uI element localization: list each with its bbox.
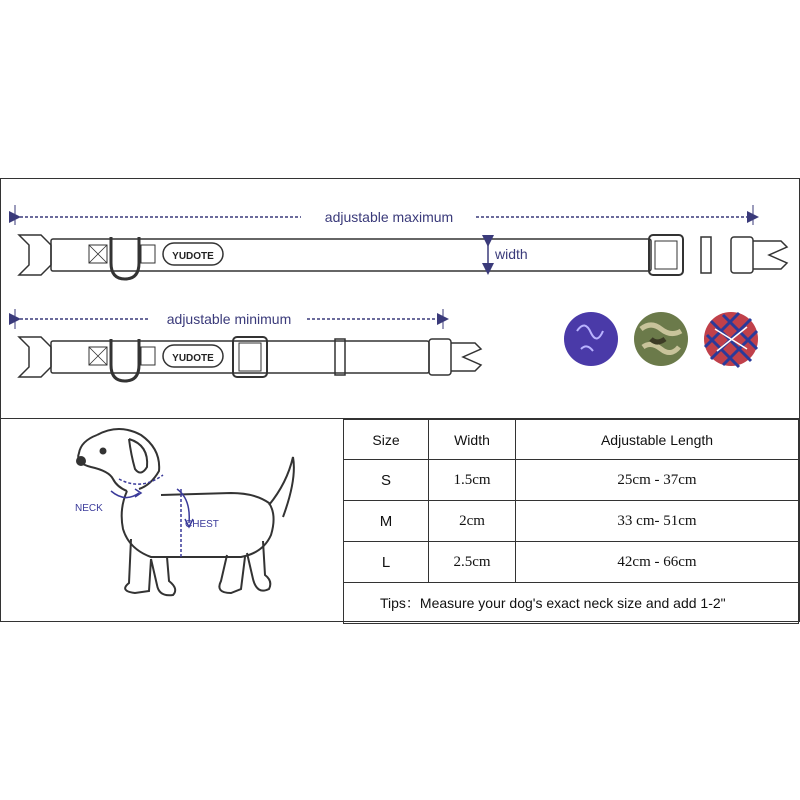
brand-label-min: YUDOTE xyxy=(172,353,214,364)
collar-diagram-panel xyxy=(0,178,800,420)
cell-width: 2.5cm xyxy=(429,542,516,583)
cell-size: S xyxy=(344,460,429,501)
table-row xyxy=(344,542,799,583)
cell-length: 42cm - 66cm xyxy=(516,542,799,583)
keeper-loop xyxy=(701,237,711,273)
cell-size: L xyxy=(344,542,429,583)
cell-length: 25cm - 37cm xyxy=(516,460,799,501)
swatch-purple-pattern xyxy=(564,312,618,366)
collar-max xyxy=(19,235,787,279)
label-adjustable-minimum: adjustable minimum xyxy=(166,311,292,327)
tips-text: Tips：Measure your dog's exact neck size and add 1-2" xyxy=(344,583,799,624)
d-ring xyxy=(111,237,139,279)
label-width: width xyxy=(495,246,528,262)
header-width: Width xyxy=(429,420,516,460)
cell-size: M xyxy=(344,501,429,542)
brand-label-max: YUDOTE xyxy=(172,251,214,262)
dog-outline xyxy=(77,429,294,595)
cell-width: 1.5cm xyxy=(429,460,516,501)
dog-illustration xyxy=(1,419,344,621)
header-size: Size xyxy=(344,420,429,460)
buckle-right xyxy=(753,241,787,269)
table-row xyxy=(344,460,799,501)
neck-label: NECK xyxy=(75,503,103,514)
collar-diagram xyxy=(1,179,799,419)
cell-length: 33 cm- 51cm xyxy=(516,501,799,542)
header-adjustable-length: Adjustable Length xyxy=(516,420,799,460)
size-chart-table xyxy=(343,419,799,619)
buckle-left xyxy=(19,235,51,275)
color-swatches xyxy=(564,312,758,367)
table-row xyxy=(344,501,799,542)
label-adjustable-maximum: adjustable maximum xyxy=(324,209,454,225)
collar-min xyxy=(19,337,481,381)
cell-width: 2cm xyxy=(429,501,516,542)
tips-row xyxy=(344,583,799,624)
table-header-row xyxy=(344,420,799,460)
chest-label: CHEST xyxy=(185,519,219,530)
